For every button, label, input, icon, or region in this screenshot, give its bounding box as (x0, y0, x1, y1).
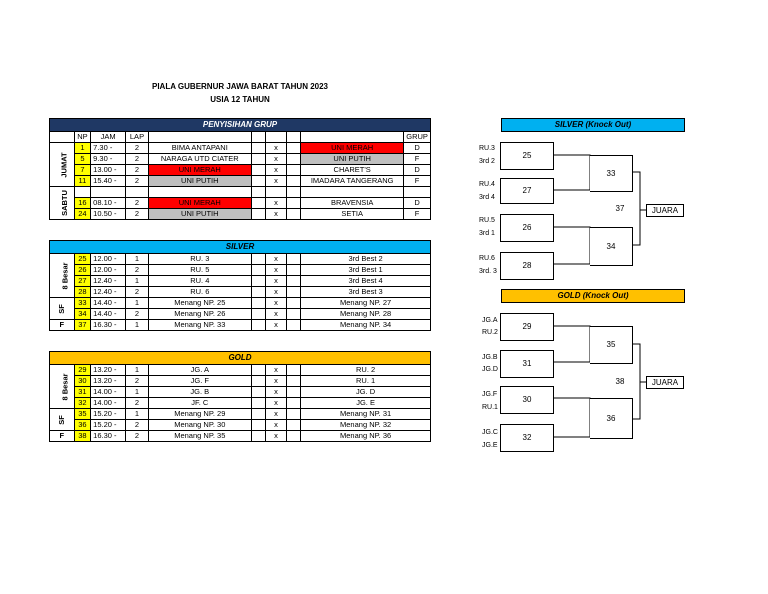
team-home: BIMA ANTAPANI (148, 143, 251, 154)
match-box-38: 38 (615, 377, 625, 386)
entrant-label: JG.B (482, 354, 498, 361)
team-away: CHARET'S (301, 165, 404, 176)
table-row: 16 08.10 - 2 UNI MERAH x BRAVENSIA D (50, 198, 431, 209)
col-lap: LAP (126, 132, 149, 143)
team-away: 3rd Best 1 (301, 265, 431, 276)
team-away: 3rd Best 4 (301, 276, 431, 287)
entrant-label: JG.F (482, 391, 498, 398)
team-home: Menang NP. 29 (148, 409, 251, 420)
entrant-label: RU.3 (479, 145, 495, 152)
team-away: Menang NP. 31 (301, 409, 431, 420)
table-row: 11 15.40 - 2 UNI PUTIH x IMADARA TANGERANG F (50, 176, 431, 187)
page-title: PIALA GUBERNUR JAWA BARAT TAHUN 2023 (151, 82, 328, 91)
table-row: 28 12.40 - 2 RU. 6 x 3rd Best 3 (50, 287, 431, 298)
table-row: 8 Besar 25 12.00 - 1 RU. 3 x 3rd Best 2 (50, 254, 431, 265)
team-away: Menang NP. 27 (301, 298, 431, 309)
team-away: UNI PUTIH (301, 154, 404, 165)
group-stage-header: PENYISIHAN GRUP (49, 118, 431, 132)
team-home: RU. 3 (148, 254, 251, 265)
table-row: 7 13.00 - 2 UNI MERAH x CHARET'S D (50, 165, 431, 176)
entrant-label: 3rd 2 (479, 158, 495, 165)
entrant-label: JG.E (482, 442, 498, 449)
champion-box: JUARA (646, 204, 684, 217)
team-home: JG. A (148, 365, 251, 376)
silver-bracket-header: SILVER (Knock Out) (501, 118, 685, 132)
team-home: Menang NP. 33 (148, 320, 251, 331)
stage-label-sf: SF (50, 409, 75, 431)
team-away: JG. E (301, 398, 431, 409)
match-box-34: 34 (590, 227, 633, 266)
table-row: 26 12.00 - 2 RU. 5 x 3rd Best 1 (50, 265, 431, 276)
col-jam: JAM (91, 132, 126, 143)
entrant-label: 3rd. 3 (479, 268, 497, 275)
stage-label-f: F (50, 320, 75, 331)
team-away: Menang NP. 34 (301, 320, 431, 331)
page-subtitle: USIA 12 TAHUN (210, 95, 270, 104)
team-away: JG. D (301, 387, 431, 398)
table-row: 27 12.40 - 1 RU. 4 x 3rd Best 4 (50, 276, 431, 287)
entrant-label: JG.A (482, 317, 498, 324)
team-away: UNI MERAH (301, 143, 404, 154)
team-home: JG. B (148, 387, 251, 398)
team-home: UNI PUTIH (148, 176, 251, 187)
stage-label-qf: 8 Besar (50, 254, 75, 298)
match-box-31: 31 (500, 350, 554, 378)
team-home: JF. C (148, 398, 251, 409)
entrant-label: 3rd 4 (479, 194, 495, 201)
entrant-label: RU.1 (482, 404, 498, 411)
team-away: Menang NP. 36 (301, 431, 431, 442)
table-row: 8 Besar 29 13.20 - 1 JG. A x RU. 2 (50, 365, 431, 376)
match-box-35: 35 (590, 326, 633, 364)
entrant-label: RU.4 (479, 181, 495, 188)
entrant-label: RU.6 (479, 255, 495, 262)
table-row: 36 15.20 - 2 Menang NP. 30 x Menang NP. 32 (50, 420, 431, 431)
table-row: SF 35 15.20 - 1 Menang NP. 29 x Menang NP. 31 (50, 409, 431, 420)
team-home: Menang NP. 30 (148, 420, 251, 431)
match-box-33: 33 (590, 155, 633, 192)
match-box-32: 32 (500, 424, 554, 452)
match-box-36: 36 (590, 398, 633, 439)
team-away: BRAVENSIA (301, 198, 404, 209)
team-away: SETIA (301, 209, 404, 220)
table-row: 31 14.00 - 1 JG. B x JG. D (50, 387, 431, 398)
team-away: Menang NP. 28 (301, 309, 431, 320)
stage-label-f: F (50, 431, 75, 442)
team-home: RU. 5 (148, 265, 251, 276)
match-box-37: 37 (615, 204, 625, 213)
team-home: Menang NP. 35 (148, 431, 251, 442)
match-box-25: 25 (500, 142, 554, 170)
team-home: Menang NP. 25 (148, 298, 251, 309)
table-row: JUMAT 1 7.30 - 2 BIMA ANTAPANI x UNI MERAH D (50, 143, 431, 154)
match-box-28: 28 (500, 252, 554, 280)
team-away: IMADARA TANGERANG (301, 176, 404, 187)
team-home: RU. 6 (148, 287, 251, 298)
col-grup: GRUP (404, 132, 431, 143)
team-away: 3rd Best 2 (301, 254, 431, 265)
gold-bracket-header: GOLD (Knock Out) (501, 289, 685, 303)
table-row: 24 10.50 - 2 UNI PUTIH x SETIA F (50, 209, 431, 220)
match-box-30: 30 (500, 386, 554, 414)
team-away: RU. 2 (301, 365, 431, 376)
match-box-27: 27 (500, 178, 554, 204)
table-row: 32 14.00 - 2 JF. C x JG. E (50, 398, 431, 409)
team-away: Menang NP. 32 (301, 420, 431, 431)
entrant-label: RU.5 (479, 217, 495, 224)
table-row: 30 13.20 - 2 JG. F x RU. 1 (50, 376, 431, 387)
team-home: UNI MERAH (148, 198, 251, 209)
table-row: 5 9.30 - 2 NARAGA UTD CIATER x UNI PUTIH F (50, 154, 431, 165)
day-label-jumat: JUMAT (50, 143, 75, 187)
entrant-label: RU.2 (482, 329, 498, 336)
entrant-label: 3rd 1 (479, 230, 495, 237)
col-np: NP (74, 132, 90, 143)
table-row: 34 14.40 - 2 Menang NP. 26 x Menang NP. 28 (50, 309, 431, 320)
team-away: RU. 1 (301, 376, 431, 387)
stage-label-qf: 8 Besar (50, 365, 75, 409)
stage-label-sf: SF (50, 298, 75, 320)
gold-header: GOLD (49, 351, 431, 365)
team-home: UNI MERAH (148, 165, 251, 176)
champion-box: JUARA (646, 376, 684, 389)
team-home: NARAGA UTD CIATER (148, 154, 251, 165)
table-row: SF 33 14.40 - 1 Menang NP. 25 x Menang NP. 27 (50, 298, 431, 309)
match-box-29: 29 (500, 313, 554, 341)
day-label-sabtu: SABTU (50, 187, 75, 220)
team-away: 3rd Best 3 (301, 287, 431, 298)
team-home: Menang NP. 26 (148, 309, 251, 320)
table-row: F 38 16.30 - 2 Menang NP. 35 x Menang NP. 36 (50, 431, 431, 442)
match-box-26: 26 (500, 214, 554, 242)
table-row: F 37 16.30 - 1 Menang NP. 33 x Menang NP. 34 (50, 320, 431, 331)
entrant-label: JG.D (482, 366, 498, 373)
entrant-label: JG.C (482, 429, 498, 436)
silver-header: SILVER (49, 240, 431, 254)
team-home: UNI PUTIH (148, 209, 251, 220)
team-home: RU. 4 (148, 276, 251, 287)
team-home: JG. F (148, 376, 251, 387)
